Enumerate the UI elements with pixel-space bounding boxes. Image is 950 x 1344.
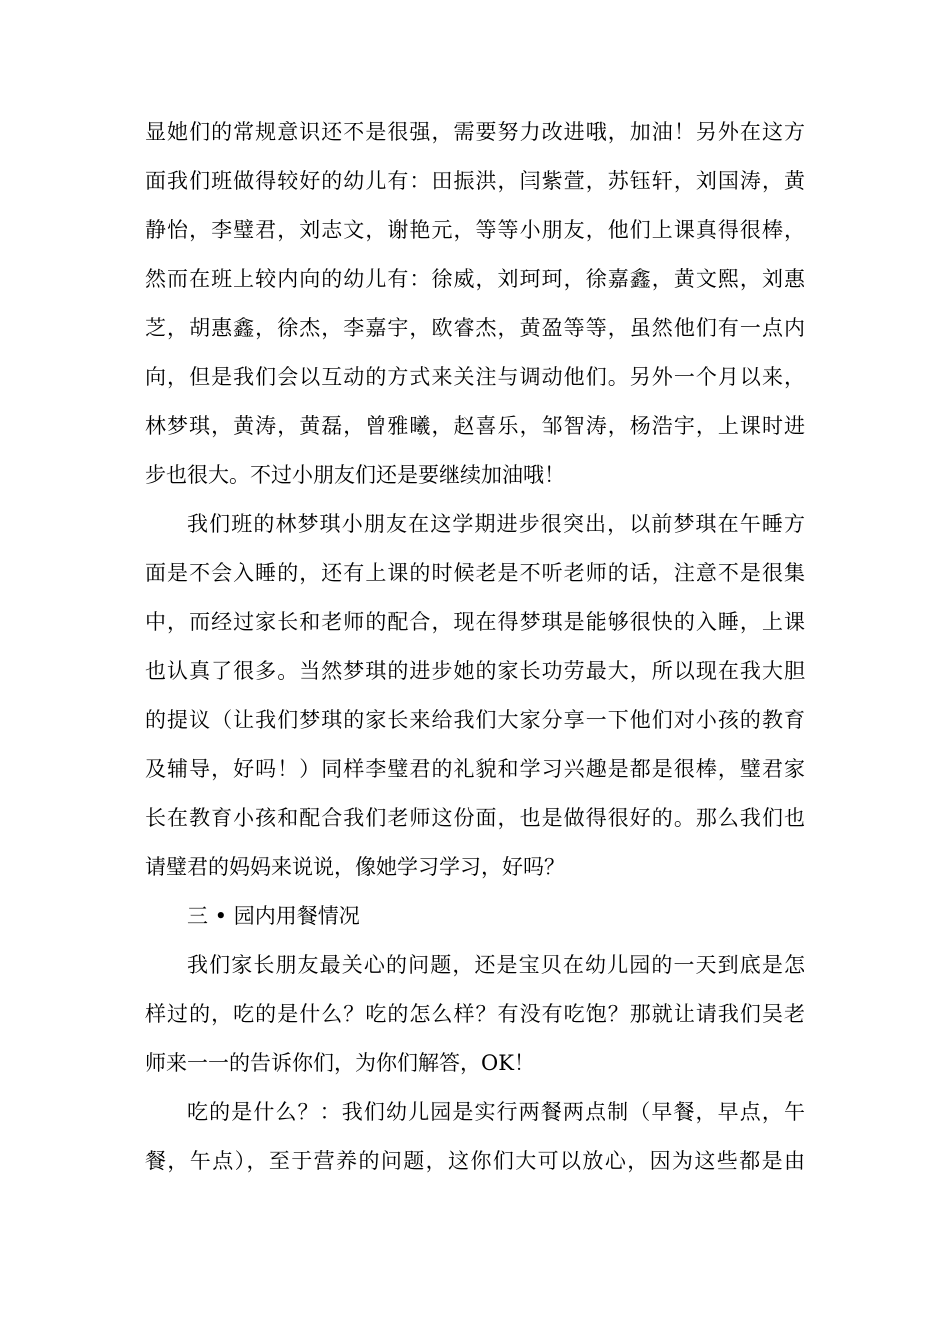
paragraph bbox=[145, 892, 805, 941]
text-line: 中，而经过家长和老师的配合，现在得梦琪是能够很快的入睡，上课 bbox=[145, 610, 805, 634]
text-line: 的提议（让我们梦琪的家长来给我们大家分享一下他们对小孩的教育 bbox=[145, 708, 805, 732]
text-line: 面是不会入睡的，还有上课的时候老是不听老师的话，注意不是很集 bbox=[145, 561, 805, 585]
text-line: 及辅导，好吗！）同样李璧君的礼貌和学习兴趣是都是很棒，璧君家 bbox=[145, 757, 805, 781]
text-line: 吃的是什么？：我们幼儿园是实行两餐两点制（早餐，早点，午 bbox=[187, 1100, 805, 1124]
text-line: 然而在班上较内向的幼儿有：徐威，刘珂珂，徐嘉鑫，黄文熙，刘惠 bbox=[145, 267, 805, 291]
text-line: 长在教育小孩和配合我们老师这份面，也是做得很好的。那么我们也 bbox=[145, 806, 805, 830]
paragraph bbox=[145, 500, 805, 892]
text-line: 静怡，李璧君，刘志文，谢艳元，等等小朋友，他们上课真得很棒， bbox=[145, 218, 805, 242]
paragraph bbox=[145, 941, 805, 1088]
text-line: 餐，午点），至于营养的问题，这你们大可以放心，因为这些都是由 bbox=[145, 1149, 805, 1173]
text-line: 向，但是我们会以互动的方式来关注与调动他们。另外一个月以来， bbox=[145, 365, 805, 389]
text-line: 面我们班做得较好的幼儿有：田振洪，闫紫萱，苏钰轩，刘国涛，黄 bbox=[145, 169, 805, 193]
text-line: 步也很大。不过小朋友们还是要继续加油哦！ bbox=[145, 463, 565, 487]
text-line: 也认真了很多。当然梦琪的进步她的家长功劳最大，所以现在我大胆 bbox=[145, 659, 805, 683]
text-line: 请璧君的妈妈来说说，像她学习学习，好吗？ bbox=[145, 855, 565, 879]
paragraph bbox=[145, 108, 805, 500]
text-line: 师来一一的告诉你们，为你们解答，OK！ bbox=[145, 1051, 535, 1075]
text-line: 我们家长朋友最关心的问题，还是宝贝在幼儿园的一天到底是怎 bbox=[187, 953, 805, 977]
document-page bbox=[145, 108, 805, 1186]
text-line: 三 • 园内用餐情况 bbox=[187, 904, 360, 928]
text-line: 芝，胡惠鑫，徐杰，李嘉宇，欧睿杰，黄盈等等，虽然他们有一点内 bbox=[145, 316, 805, 340]
text-line: 我们班的林梦琪小朋友在这学期进步很突出，以前梦琪在午睡方 bbox=[187, 512, 805, 536]
text-line: 显她们的常规意识还不是很强，需要努力改进哦，加油！另外在这方 bbox=[145, 120, 805, 144]
paragraph bbox=[145, 1088, 805, 1186]
text-line: 林梦琪，黄涛，黄磊，曾雅曦，赵喜乐，邹智涛，杨浩宇，上课时进 bbox=[145, 414, 805, 438]
text-line: 样过的，吃的是什么？吃的怎么样？有没有吃饱？那就让请我们吴老 bbox=[145, 1002, 805, 1026]
